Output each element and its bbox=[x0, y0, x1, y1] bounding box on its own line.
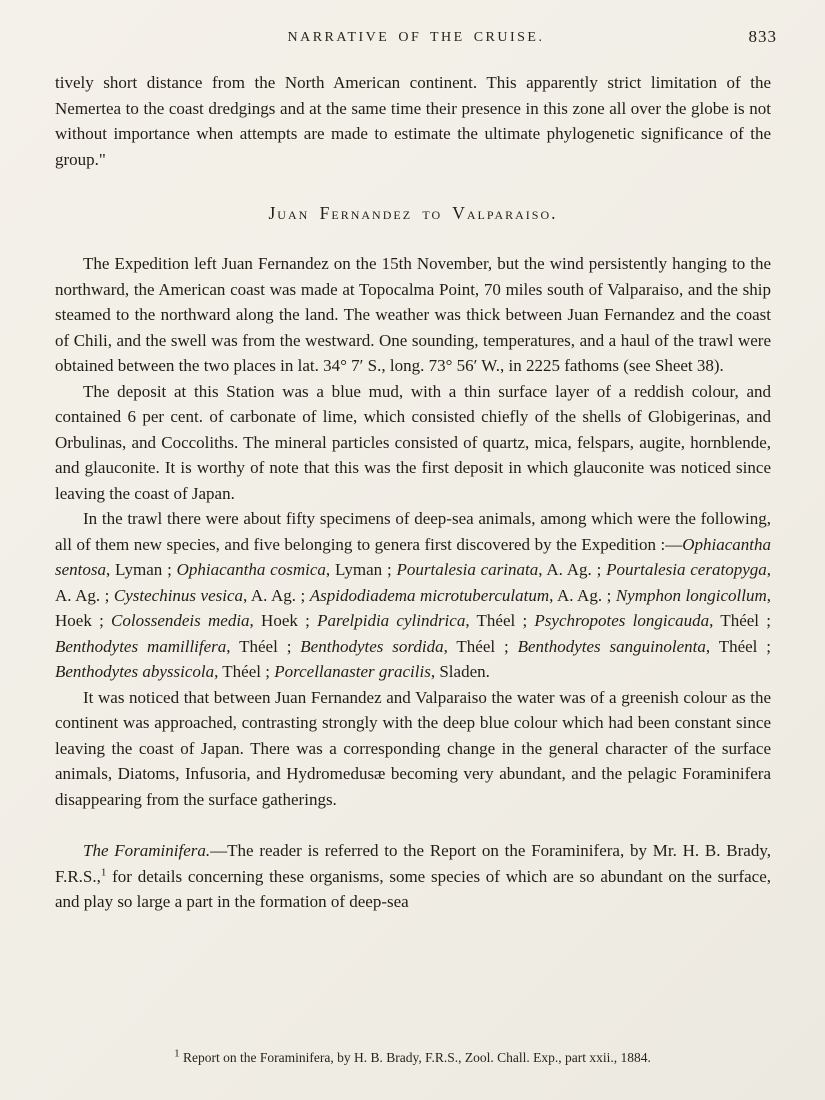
section-heading: Juan Fernandez to Valparaiso. bbox=[268, 203, 558, 223]
paragraph-trawl-species: In the trawl there were about fifty specimens of deep-sea animals, among which were the following, all of them new species, and five belonging to genera first discovered by the Expedition :—Ophiacantha sentosa, Lyman ; Ophiacantha cosmica, Lyman ; Pourtalesia carinata, A. Ag. ; Pourtalesia ceratopyga, A. Ag. ; Cystechinus vesica, A. Ag. ; Aspidodiadema microtuberculatum, A. Ag. ; Nymphon longicollum, Hoek ; Colossendeis media, Hoek ; Parelpidia cylindrica, Théel ; Psychropotes longicauda, Théel ; Benthodytes mamillifera, Théel ; Benthodytes sordida, Théel ; Benthodytes sanguinolenta, Théel ; Benthodytes abyssicola, Théel ; Porcellanaster gracilis, Sladen. bbox=[55, 509, 771, 681]
paragraph-continuation: tively short distance from the North American continent. This apparently strict limitation of the Nemertea to the coast dredgings and at the same time their presence in this zone all over the globe is not without importance when attempts are made to estimate the ultimate phylogenetic significance of the group." bbox=[55, 73, 771, 169]
page-header bbox=[55, 27, 777, 52]
running-title: NARRATIVE OF THE CRUISE. bbox=[287, 30, 545, 45]
page-body bbox=[55, 70, 771, 915]
page-number: 833 bbox=[748, 27, 777, 46]
footnote: $^1$ Report on the Foraminifera, by H. B. Brady, F.R.S., Zool. Chall. Exp., part xxii., 1884. bbox=[174, 1047, 651, 1065]
paragraph-expedition-departure: The Expedition left Juan Fernandez on the 15th November, but the wind persistently hanging to the northward, the American coast was made at Topocalma Point, 70 miles south of Valparaiso, and the ship steamed to the northward along the land. The weather was thick between Juan Fernandez and the coast of Chili, and the swell was from the westward. One sounding, temperatures, and a haul of the trawl were obtained between the two places in lat. 34° 7′ S., long. 73° 56′ W., in 2225 fathoms (see Sheet 38). bbox=[55, 254, 771, 375]
paragraph-water-colour: It was noticed that between Juan Fernandez and Valparaiso the water was of a greenish colour as the continent was approached, contrasting strongly with the deep blue colour which had been constant since leaving the coast of Japan. There was a corresponding change in the general character of the surface animals, Diatoms, Infusoria, and Hydromedusæ becoming very abundant, and the pelagic Foraminifera disappearing from the surface gatherings. bbox=[55, 687, 771, 809]
paragraph-deposit: The deposit at this Station was a blue mud, with a thin surface layer of a reddish colour, and contained 6 per cent. of carbonate of lime, which consisted chiefly of the shells of Globigerinas, and Orbulinas, and Coccoliths. The mineral particles consisted of quartz, mica, felspars, augite, hornblende, and glauconite. It is worthy of note that this was the first deposit in which glauconite was noticed since leaving the coast of Japan. bbox=[55, 381, 771, 503]
paragraph-foraminifera: The Foraminifera.—The reader is referred to the Report on the Foraminifera, by Mr. H. B. Brady, F.R.S.,$^1$ for details concerning these organisms, some species of which are so abundant on the surface, and play so large a part in the formation of deep-sea bbox=[55, 841, 771, 911]
